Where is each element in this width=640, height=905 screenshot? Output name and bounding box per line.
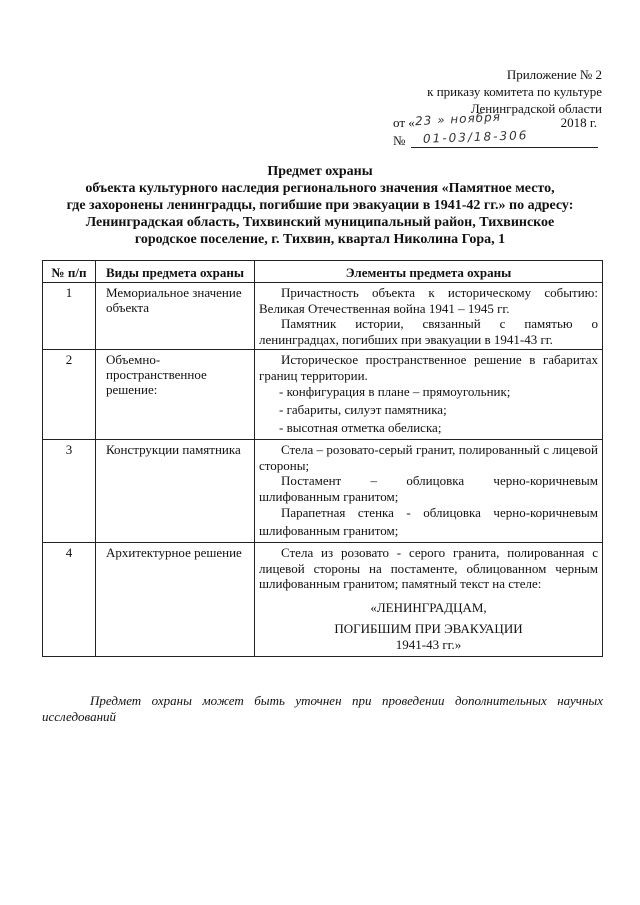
row-num: 3 bbox=[43, 440, 96, 543]
header-num: № п/п bbox=[43, 261, 96, 283]
table-row bbox=[43, 440, 603, 543]
inscription-line: 1941-43 гг.» bbox=[395, 636, 462, 652]
element-paragraph: Памятник истории, связанный с памятью о ленинградцах, погибших при эвакуации в 1941-43 гг. bbox=[259, 316, 598, 347]
header-elements: Элементы предмета охраны bbox=[255, 261, 603, 283]
row-kind bbox=[96, 440, 255, 543]
header-kind: Виды предмета охраны bbox=[96, 261, 255, 283]
kind-text: Мемориальное значение объекта bbox=[106, 285, 242, 315]
order-number-line bbox=[393, 128, 598, 151]
inscription-line: ПОГИБШИМ ПРИ ЭВАКУАЦИИ bbox=[334, 621, 523, 636]
element-paragraph: Стела – розовато-серый гранит, полированный с лицевой стороны; bbox=[259, 442, 598, 473]
row-kind bbox=[96, 543, 255, 657]
element-paragraph: Постамент – облицовка черно-коричневым шлифованным гранитом; bbox=[259, 473, 598, 504]
title-line: объекта культурного наследия регионального значения «Памятное место, bbox=[85, 181, 555, 196]
row-elements bbox=[255, 283, 603, 350]
date-prefix: от « bbox=[393, 115, 415, 130]
row-elements bbox=[255, 543, 603, 657]
title-line: Ленинградская область, Тихвинский муниципальный район, Тихвинское bbox=[85, 215, 555, 230]
list-item: - высотная отметка обелиска; bbox=[279, 420, 442, 435]
row-kind bbox=[96, 350, 255, 440]
table-row bbox=[43, 543, 603, 657]
handwritten-date: 23 » ноября bbox=[414, 109, 502, 129]
date-year: 2018 г. bbox=[560, 115, 597, 130]
row-num: 2 bbox=[43, 350, 96, 440]
element-paragraph: Парапетная стенка - облицовка черно-коричневым шлифованным гранитом; bbox=[259, 505, 598, 538]
row-num: 4 bbox=[43, 543, 96, 657]
kind-text: Конструкции памятника bbox=[106, 442, 241, 457]
kind-text: Архитектурное решение bbox=[106, 545, 242, 560]
appendix-region: Ленинградской области bbox=[470, 101, 602, 116]
number-prefix: № bbox=[393, 133, 406, 148]
list-item: - конфигурация в плане – прямоугольник; bbox=[279, 384, 511, 399]
element-paragraph: Причастность объекта к историческому событию: Великая Отечественная война 1941 – 1945 гг. bbox=[259, 285, 598, 316]
title-line: где захоронены ленинградцы, погибшие при эвакуации в 1941-42 гг.» по адресу: bbox=[66, 198, 574, 213]
document-title bbox=[40, 163, 600, 248]
list-item: - габариты, силуэт памятника; bbox=[279, 402, 447, 417]
title-line: городское поселение, г. Тихвин, квартал Николина Гора, 1 bbox=[134, 232, 506, 247]
table-header-row bbox=[43, 261, 603, 283]
inscription-line: «ЛЕНИНГРАДЦАМ, bbox=[370, 599, 487, 615]
table-row bbox=[43, 350, 603, 440]
kind-text: Объемно-пространственное решение: bbox=[106, 352, 207, 397]
row-elements bbox=[255, 440, 603, 543]
handwritten-number: 01-03/18-306 bbox=[422, 128, 529, 146]
row-num: 1 bbox=[43, 283, 96, 350]
row-elements bbox=[255, 350, 603, 440]
footer-note: Предмет охраны может быть уточнен при проведении дополнительных научных исследований bbox=[42, 693, 603, 724]
title-line: Предмет охраны bbox=[267, 164, 373, 179]
appendix-number: Приложение № 2 bbox=[506, 67, 602, 82]
appendix-order-ref: к приказу комитета по культуре bbox=[427, 84, 602, 99]
table-row bbox=[43, 283, 603, 350]
number-underline bbox=[411, 147, 598, 148]
element-paragraph: Историческое пространственное решение в габаритах границ территории. bbox=[259, 352, 598, 383]
element-paragraph: Стела из розовато - серого гранита, полированная с лицевой стороны на постаменте, облицованном черным шлифованным гранитом; памятный текст на стеле: bbox=[259, 545, 598, 591]
protection-subject-table bbox=[42, 260, 603, 657]
appendix-header bbox=[362, 66, 602, 117]
row-kind bbox=[96, 283, 255, 350]
